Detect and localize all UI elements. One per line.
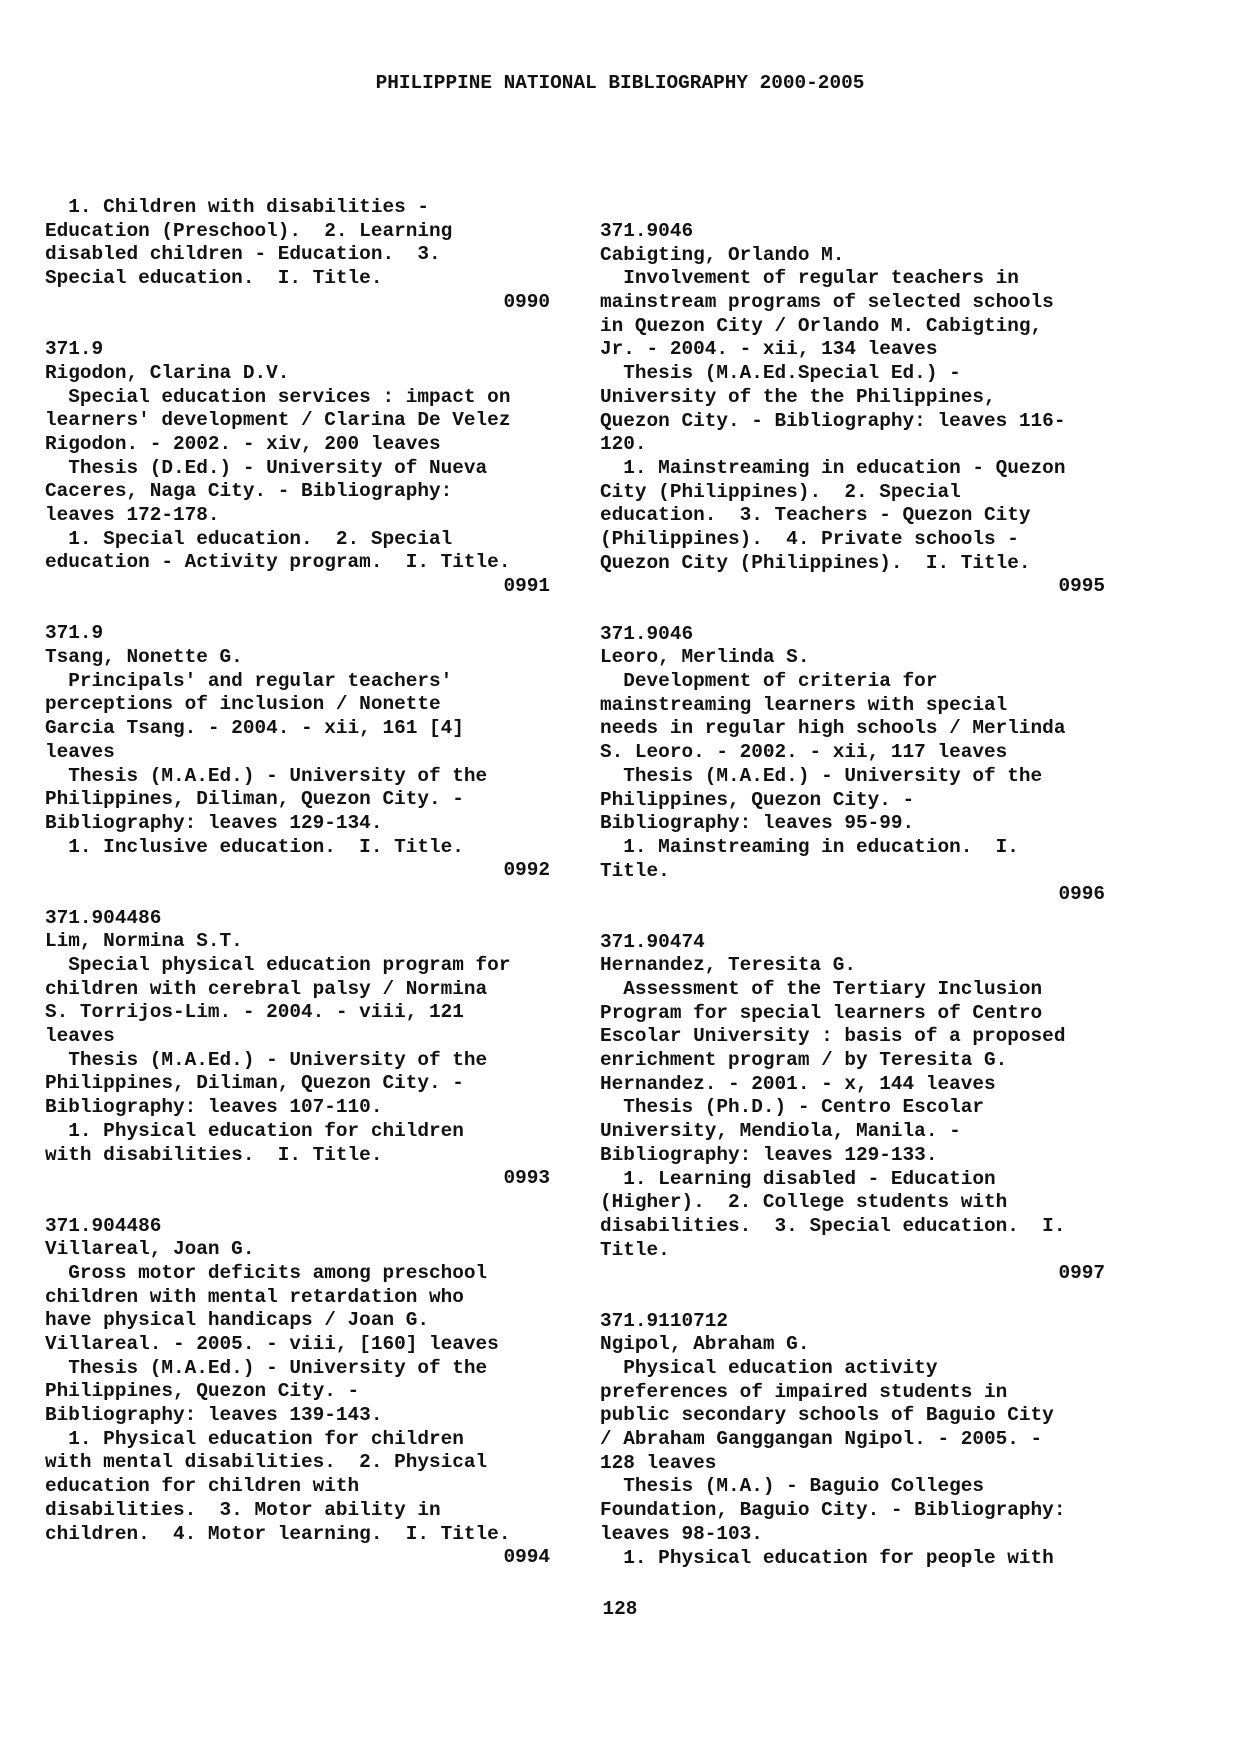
entry-line: Special physical education program for — [45, 954, 511, 976]
entry-line: S. Torrijos-Lim. - 2004. - viii, 121 — [45, 1001, 464, 1024]
bibliography-entry — [45, 1215, 550, 1570]
page-number: 128 — [602, 1598, 638, 1620]
entry-line: Thesis (D.Ed.) - University of Nueva — [45, 456, 488, 479]
entry-line: Program for special learners of Centro — [600, 1001, 1043, 1024]
entry-line: perceptions of inclusion / Nonette — [45, 693, 441, 716]
entry-line: enrichment program / by Teresita G. — [600, 1049, 1008, 1072]
entry-line: University of the the Philippines, — [600, 385, 996, 408]
entry-line: Thesis (M.A.Ed.) - University of the — [45, 1356, 488, 1379]
entry-line: disabilities. 3. Special education. I. — [600, 1214, 1066, 1237]
entry-line: 1. Physical education for children — [45, 1119, 464, 1142]
entry-line: 371.904486 — [45, 1214, 162, 1237]
entry-line: with disabilities. I. Title. — [45, 1143, 383, 1166]
entry-line: learners' development / Clarina De Velez — [45, 409, 511, 432]
entry-line: Title. — [600, 1238, 670, 1261]
entry-line: Garcia Tsang. - 2004. - xii, 161 [4] — [45, 717, 464, 740]
entry-line: education for children with — [45, 1475, 360, 1498]
entry-line: 1. Children with disabilities - — [45, 196, 429, 218]
entry-line: leaves — [45, 740, 115, 763]
entry-line: leaves 172-178. — [45, 503, 220, 526]
entry-line: children with cerebral palsy / Normina — [45, 977, 488, 1000]
entry-line: public secondary schools of Baguio City — [600, 1404, 1054, 1427]
entry-line: 128 leaves — [600, 1451, 717, 1474]
entry-line: Assessment of the Tertiary Inclusion — [600, 978, 1043, 1000]
bibliography-entry — [45, 907, 550, 1191]
entry-number: 0996 — [1058, 883, 1105, 906]
entry-line: disabilities. 3. Motor ability in — [45, 1498, 441, 1521]
page-header: PHILIPPINE NATIONAL BIBLIOGRAPHY 2000-2005 — [375, 72, 865, 94]
entry-line: City (Philippines). 2. Special — [600, 480, 961, 503]
bibliography-entry — [600, 623, 1105, 907]
entry-line: Involvement of regular teachers in — [600, 267, 1019, 290]
entry-line: Bibliography: leaves 129-134. — [45, 811, 383, 834]
bibliography-entry — [45, 622, 550, 883]
entry-line: Hernandez. - 2001. - x, 144 leaves — [600, 1072, 996, 1095]
entry-line: Rigodon. - 2002. - xiv, 200 leaves — [45, 432, 441, 455]
entry-line: Thesis (M.A.Ed.) - University of the — [45, 764, 488, 787]
bibliography-entry — [45, 196, 550, 314]
entry-line: Thesis (M.A.Ed.Special Ed.) - — [600, 362, 961, 385]
entry-line: 1. Physical education for people with — [600, 1546, 1054, 1569]
entry-line: Philippines, Quezon City. - — [600, 788, 915, 811]
entry-line: Ngipol, Abraham G. — [600, 1333, 810, 1356]
bibliography-entry — [600, 1310, 1105, 1571]
entry-line: Thesis (M.A.Ed.) - University of the — [600, 764, 1043, 787]
entry-line: Philippines, Diliman, Quezon City. - — [45, 788, 464, 811]
entry-line: mainstreaming learners with special — [600, 693, 1008, 716]
entry-line: Thesis (Ph.D.) - Centro Escolar — [600, 1096, 984, 1119]
entry-line: Special education. I. Title. — [45, 267, 383, 290]
entry-line: 371.9 — [45, 622, 104, 645]
entry-line: Bibliography: leaves 129-133. — [600, 1143, 938, 1166]
entry-line: Thesis (M.A.) - Baguio Colleges — [600, 1475, 984, 1498]
entry-line: Caceres, Naga City. - Bibliography: — [45, 480, 453, 503]
entry-line: needs in regular high schools / Merlinda — [600, 717, 1066, 740]
bibliography-entry — [600, 220, 1105, 599]
entry-line: 371.904486 — [45, 906, 162, 929]
entry-number: 0993 — [503, 1167, 550, 1190]
entry-line: Villareal. - 2005. - viii, [160] leaves — [45, 1333, 499, 1355]
entry-line: children with mental retardation who — [45, 1285, 464, 1308]
entry-line: 1. Inclusive education. I. Title. — [45, 835, 464, 858]
entry-line: 120. — [600, 433, 647, 456]
entry-line: education - Activity program. I. Title. — [45, 551, 511, 574]
entry-number: 0990 — [503, 290, 550, 313]
entry-line: Bibliography: leaves 95-99. — [600, 812, 915, 835]
entry-line: Bibliography: leaves 139-143. — [45, 1404, 383, 1427]
entry-line: S. Leoro. - 2002. - xii, 117 leaves — [600, 741, 1008, 764]
entry-line: Tsang, Nonette G. — [45, 646, 243, 669]
entry-line: disabled children - Education. 3. — [45, 243, 441, 266]
entry-line: preferences of impaired students in — [600, 1380, 1008, 1403]
entry-line: (Philippines). 4. Private schools - — [600, 527, 1019, 550]
entry-line: Thesis (M.A.Ed.) - University of the — [45, 1048, 488, 1071]
entry-line: 1. Mainstreaming in education. I. — [600, 835, 1019, 858]
entry-line: 371.9046 — [600, 220, 694, 242]
bibliography-entry — [45, 338, 550, 599]
entry-line: Physical education activity — [600, 1357, 938, 1379]
entry-line: 1. Physical education for children — [45, 1427, 464, 1450]
entry-line: in Quezon City / Orlando M. Cabigting, — [600, 314, 1043, 337]
entry-line: 371.9 — [45, 338, 104, 361]
entry-line: 371.9110712 — [600, 1309, 728, 1332]
entry-line: Gross motor deficits among preschool — [45, 1261, 488, 1284]
entry-line: Escolar University : basis of a proposed — [600, 1025, 1066, 1048]
entry-line: 1. Mainstreaming in education - Quezon — [600, 456, 1066, 479]
entry-line: leaves 98-103. — [600, 1522, 763, 1545]
entry-line: Development of criteria for — [600, 670, 938, 693]
entry-line: Philippines, Quezon City. - — [45, 1380, 360, 1403]
entry-line: Lim, Normina S.T. — [45, 930, 243, 953]
entry-line: Philippines, Diliman, Quezon City. - — [45, 1072, 464, 1095]
entry-line: Principals' and regular teachers' — [45, 669, 453, 692]
entry-number: 0992 — [503, 859, 550, 882]
entry-line: Villareal, Joan G. — [45, 1238, 255, 1261]
entry-line: Jr. - 2004. - xii, 134 leaves — [600, 338, 938, 361]
entry-number: 0995 — [1058, 575, 1105, 598]
entry-line: Foundation, Baguio City. - Bibliography: — [600, 1499, 1066, 1522]
left-column — [45, 196, 550, 1570]
entry-number: 0991 — [503, 575, 550, 597]
entry-line: Quezon City (Philippines). I. Title. — [600, 551, 1031, 574]
entry-line: 371.9046 — [600, 622, 694, 645]
entry-number: 0997 — [1058, 1262, 1105, 1285]
entry-line: leaves — [45, 1025, 115, 1048]
entry-line: Title. — [600, 859, 670, 882]
bibliography-entry — [600, 931, 1105, 1286]
entry-line: Leoro, Merlinda S. — [600, 646, 810, 669]
entry-line: have physical handicaps / Joan G. — [45, 1309, 429, 1332]
entry-line: Education (Preschool). 2. Learning — [45, 219, 453, 242]
entry-line: education. 3. Teachers - Quezon City — [600, 504, 1031, 527]
entry-line: Quezon City. - Bibliography: leaves 116- — [600, 409, 1066, 432]
entry-line: Hernandez, Teresita G. — [600, 954, 856, 977]
entry-line: University, Mendiola, Manila. - — [600, 1120, 961, 1143]
entry-line: 371.90474 — [600, 930, 705, 953]
entry-line: / Abraham Ganggangan Ngipol. - 2005. - — [600, 1428, 1043, 1451]
entry-line: (Higher). 2. College students with — [600, 1191, 1008, 1214]
entry-line: Bibliography: leaves 107-110. — [45, 1096, 383, 1119]
entry-line: 1. Learning disabled - Education — [600, 1167, 996, 1190]
entry-line: Cabigting, Orlando M. — [600, 243, 845, 266]
entry-line: 1. Special education. 2. Special — [45, 527, 453, 550]
entry-line: with mental disabilities. 2. Physical — [45, 1451, 488, 1474]
right-column — [600, 220, 1105, 1570]
entry-line: Special education services : impact on — [45, 385, 511, 408]
entry-line: Rigodon, Clarina D.V. — [45, 361, 290, 384]
entry-number: 0994 — [503, 1546, 550, 1569]
entry-line: children. 4. Motor learning. I. Title. — [45, 1522, 511, 1545]
entry-line: mainstream programs of selected schools — [600, 291, 1054, 314]
